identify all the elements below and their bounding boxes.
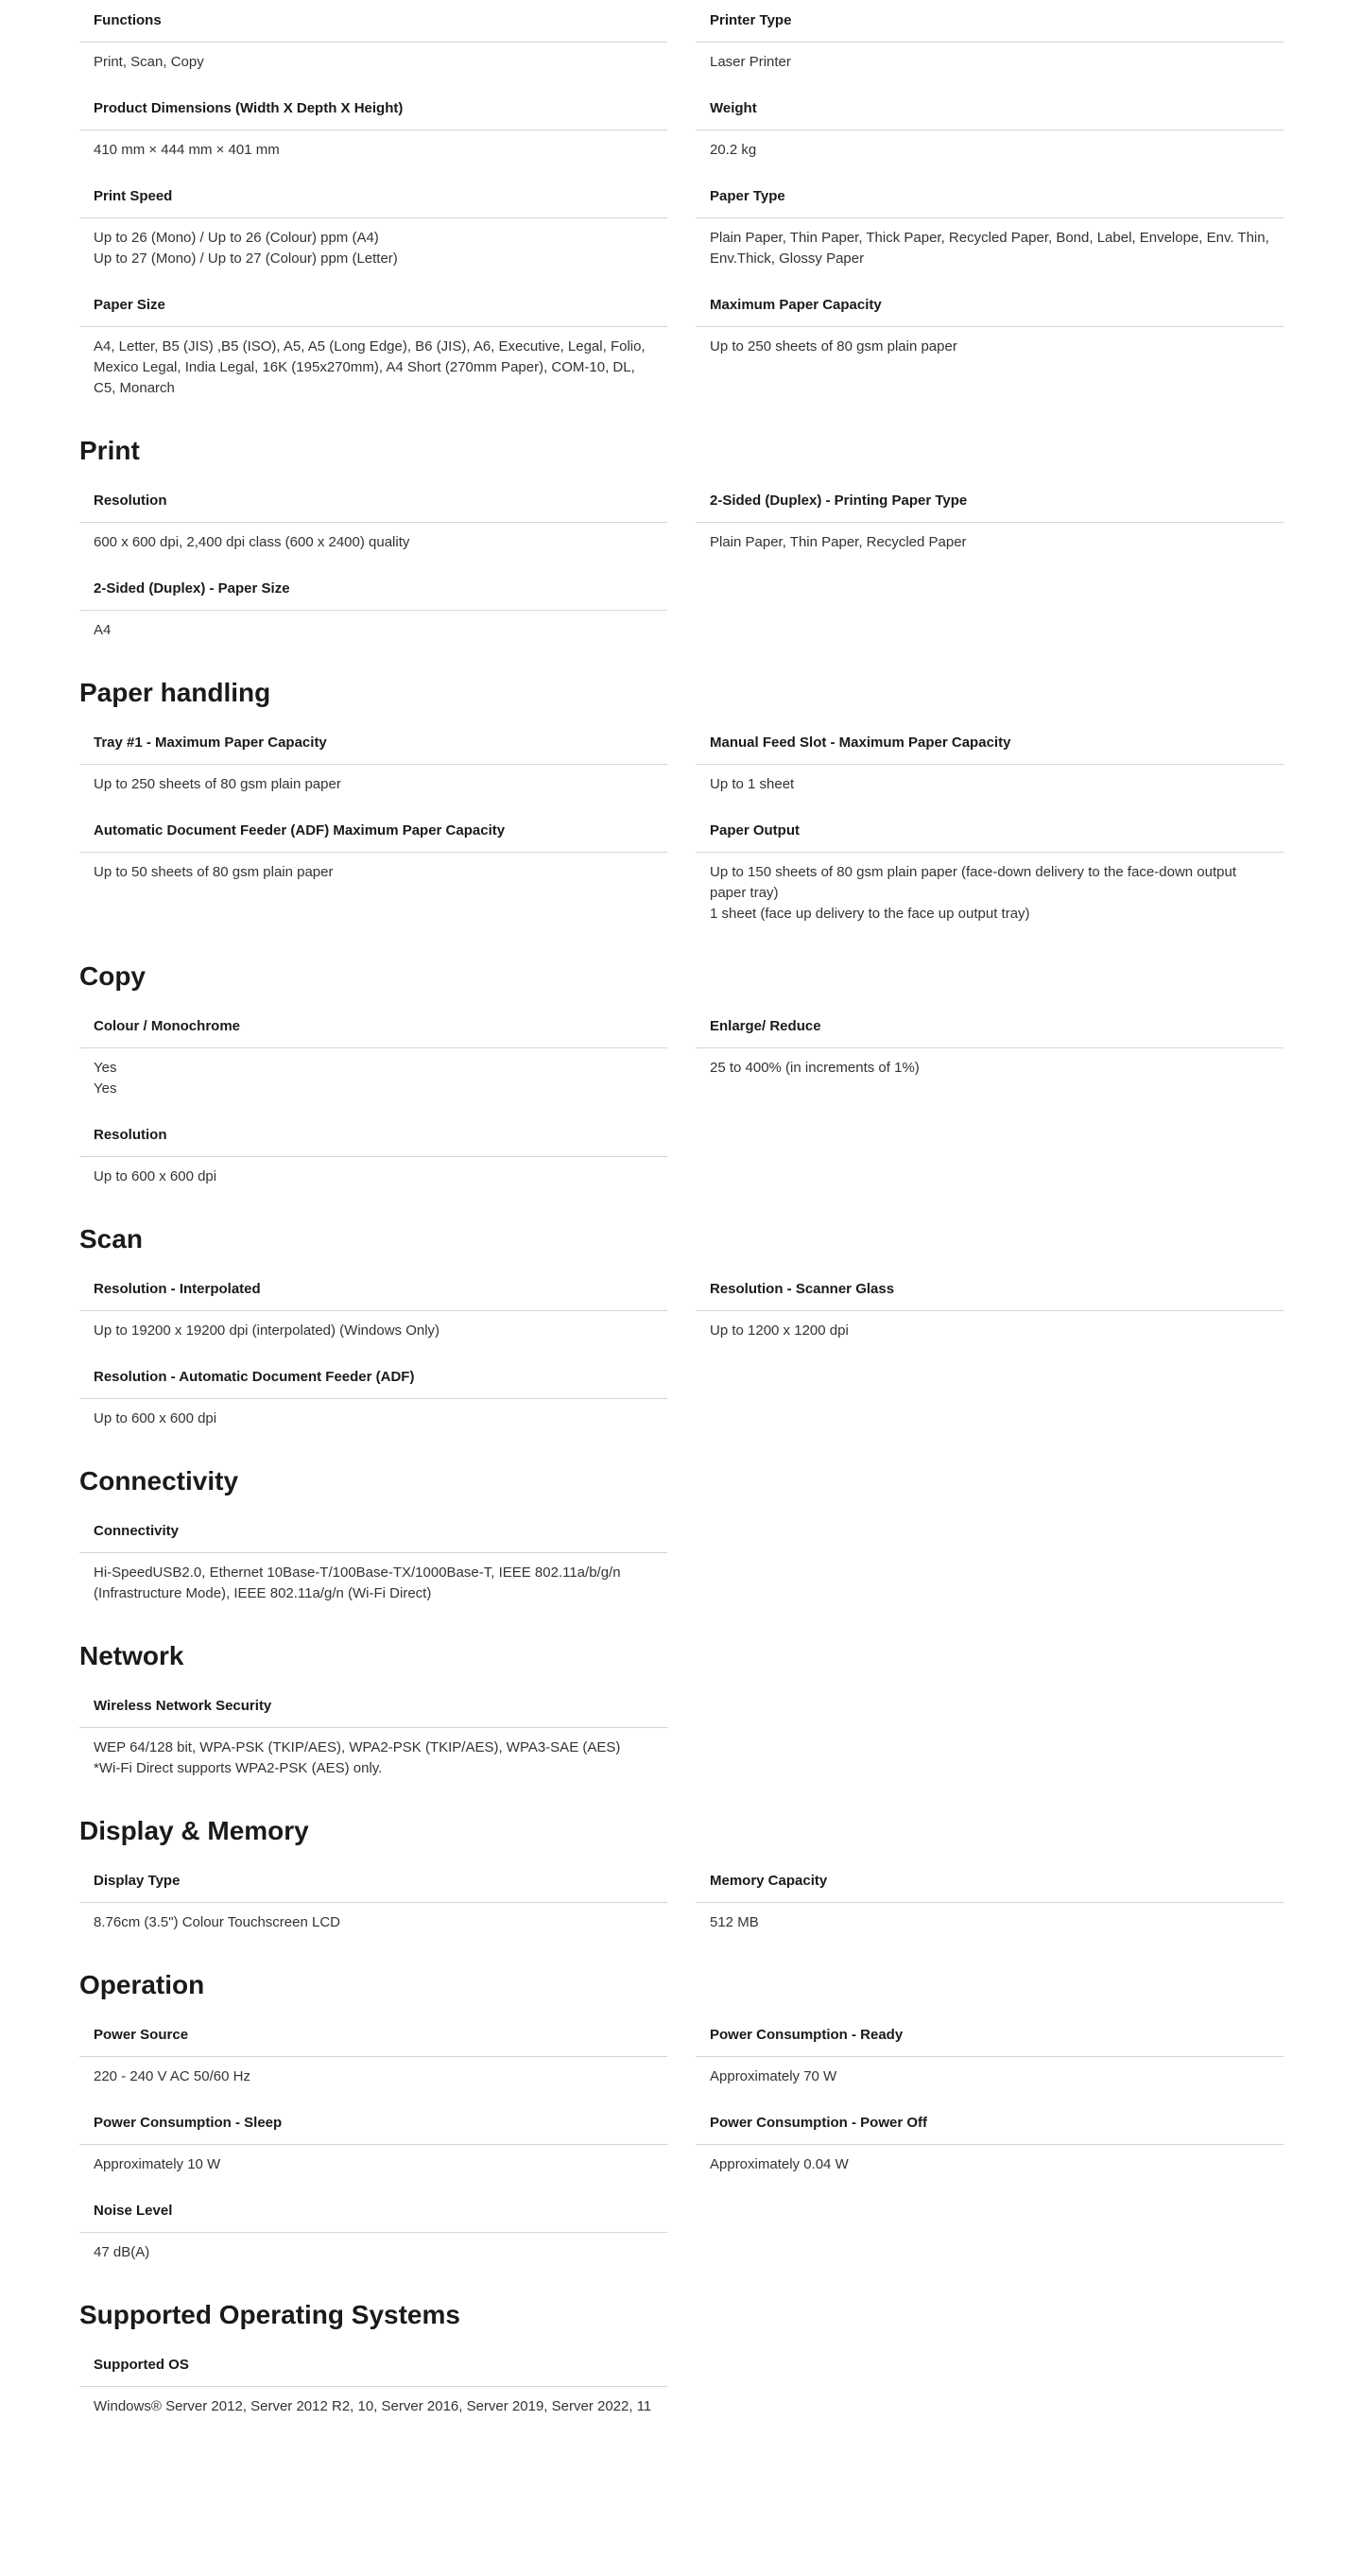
spec-label: Power Consumption - Power Off	[696, 2102, 1283, 2145]
spec-value: 220 - 240 V AC 50/60 Hz	[94, 2068, 250, 2084]
spec-label: Display Type	[79, 1860, 667, 1903]
spec-item	[696, 2014, 1283, 2102]
spec-value: Approximately 0.04 W	[710, 2156, 849, 2172]
spec-value: 20.2 kg	[710, 142, 757, 158]
spec-label: Print Speed	[79, 176, 667, 218]
spec-label: Memory Capacity	[696, 1860, 1283, 1903]
spec-grid	[79, 722, 1293, 940]
spec-grid	[79, 0, 1293, 414]
spec-value: Up to 250 sheets of 80 gsm plain paper	[94, 776, 341, 792]
spec-section	[79, 0, 1293, 422]
spec-label: Resolution - Scanner Glass	[696, 1269, 1283, 1311]
spec-item	[696, 285, 1283, 414]
section-title: Display & Memory	[79, 1816, 309, 1845]
spec-label: Tray #1 - Maximum Paper Capacity	[79, 722, 667, 765]
spec-item	[79, 722, 667, 810]
spec-value: 8.76cm (3.5") Colour Touchscreen LCD	[94, 1914, 340, 1930]
spec-value: Hi-SpeedUSB2.0, Ethernet 10Base-T/100Base-TX/1000Base-T, IEEE 802.11a/b/g/n (Infrastructure Mode), IEEE 802.11a/g/n (Wi-Fi Direct)	[94, 1565, 621, 1601]
section-title: Scan	[79, 1224, 143, 1253]
spec-label: Enlarge/ Reduce	[696, 1006, 1283, 1048]
spec-grid	[79, 1269, 1293, 1444]
spec-label: 2-Sided (Duplex) - Printing Paper Type	[696, 480, 1283, 523]
spec-value: Up to 150 sheets of 80 gsm plain paper (face-down delivery to the face-down output paper tray) 1 sheet (face up delivery to the face up output tray)	[710, 864, 1236, 922]
spec-value: Up to 50 sheets of 80 gsm plain paper	[94, 864, 334, 880]
spec-item	[79, 1357, 667, 1444]
spec-value: Up to 600 x 600 dpi	[94, 1168, 217, 1184]
spec-item	[696, 2102, 1283, 2190]
spec-label: Paper Type	[696, 176, 1283, 218]
spec-item	[696, 1269, 1283, 1357]
spec-item	[79, 2014, 667, 2102]
spec-label: Power Consumption - Ready	[696, 2014, 1283, 2057]
spec-value: 410 mm × 444 mm × 401 mm	[94, 142, 280, 158]
section-title: Print	[79, 436, 140, 465]
spec-item	[79, 2190, 667, 2278]
spec-label: Printer Type	[696, 0, 1283, 43]
spec-value: Up to 26 (Mono) / Up to 26 (Colour) ppm (A4) Up to 27 (Mono) / Up to 27 (Colour) ppm (Letter)	[94, 230, 398, 267]
spec-label: Automatic Document Feeder (ADF) Maximum Paper Capacity	[79, 810, 667, 853]
spec-grid	[79, 480, 1293, 656]
spec-grid	[79, 2344, 1293, 2432]
spec-value: 600 x 600 dpi, 2,400 dpi class (600 x 2400) quality	[94, 534, 410, 550]
spec-section	[79, 664, 1293, 947]
spec-label: Resolution	[79, 480, 667, 523]
section-title: Copy	[79, 961, 146, 991]
spec-item	[79, 480, 667, 568]
spec-grid	[79, 1686, 1293, 1794]
spec-page	[79, 0, 1293, 2440]
spec-label: Manual Feed Slot - Maximum Paper Capacity	[696, 722, 1283, 765]
spec-value: Plain Paper, Thin Paper, Thick Paper, Recycled Paper, Bond, Label, Envelope, Env. Thin, Env.Thick, Glossy Paper	[710, 230, 1269, 267]
section-title: Operation	[79, 1970, 205, 1999]
spec-item	[79, 88, 667, 176]
spec-item	[79, 568, 667, 656]
spec-item	[79, 1686, 667, 1794]
spec-label: Resolution	[79, 1115, 667, 1157]
spec-value: Up to 1 sheet	[710, 776, 795, 792]
spec-value: A4, Letter, B5 (JIS) ,B5 (ISO), A5, A5 (Long Edge), B6 (JIS), A6, Executive, Legal, Folio, Mexico Legal, India Legal, 16K (195x270mm), A4 Short (270mm Paper), COM-10, DL, C5, Monarch	[94, 338, 646, 396]
spec-value: Approximately 10 W	[94, 2156, 221, 2172]
spec-item	[696, 722, 1283, 810]
spec-item	[696, 176, 1283, 285]
spec-item	[696, 0, 1283, 88]
spec-label: Colour / Monochrome	[79, 1006, 667, 1048]
spec-item	[696, 1860, 1283, 1948]
section-title: Paper handling	[79, 678, 271, 707]
spec-value: Up to 600 x 600 dpi	[94, 1410, 217, 1426]
spec-label: Resolution - Automatic Document Feeder (ADF)	[79, 1357, 667, 1399]
spec-label: Power Source	[79, 2014, 667, 2057]
spec-value: Print, Scan, Copy	[94, 54, 204, 70]
spec-section	[79, 1210, 1293, 1452]
spec-item	[696, 88, 1283, 176]
spec-value: Up to 1200 x 1200 dpi	[710, 1323, 849, 1339]
section-title: Supported Operating Systems	[79, 2300, 460, 2329]
spec-item	[79, 1269, 667, 1357]
spec-value: Plain Paper, Thin Paper, Recycled Paper	[710, 534, 967, 550]
spec-value: A4	[94, 622, 112, 638]
spec-value: Up to 19200 x 19200 dpi (interpolated) (Windows Only)	[94, 1323, 440, 1339]
spec-item	[79, 810, 667, 940]
spec-item	[79, 1511, 667, 1619]
spec-label: Supported OS	[79, 2344, 667, 2387]
section-title: Connectivity	[79, 1466, 239, 1495]
spec-value: 47 dB(A)	[94, 2244, 150, 2260]
spec-section	[79, 1802, 1293, 1956]
spec-section	[79, 1956, 1293, 2286]
spec-label: Paper Output	[696, 810, 1283, 853]
section-title: Network	[79, 1641, 184, 1670]
spec-value: 512 MB	[710, 1914, 759, 1930]
spec-item	[696, 480, 1283, 568]
spec-label: Wireless Network Security	[79, 1686, 667, 1728]
spec-item	[79, 1860, 667, 1948]
spec-value: Up to 250 sheets of 80 gsm plain paper	[710, 338, 957, 354]
spec-section	[79, 1452, 1293, 1627]
spec-item	[79, 285, 667, 414]
spec-label: Paper Size	[79, 285, 667, 327]
spec-item	[79, 0, 667, 88]
spec-label: Maximum Paper Capacity	[696, 285, 1283, 327]
spec-item	[79, 1115, 667, 1202]
spec-label: Connectivity	[79, 1511, 667, 1553]
spec-item	[696, 810, 1283, 940]
spec-item	[696, 1006, 1283, 1115]
spec-grid	[79, 1006, 1293, 1202]
spec-section	[79, 2286, 1293, 2440]
spec-value: Approximately 70 W	[710, 2068, 837, 2084]
spec-section	[79, 947, 1293, 1210]
spec-value: Yes Yes	[94, 1060, 117, 1097]
spec-item	[79, 176, 667, 285]
spec-value: Laser Printer	[710, 54, 791, 70]
spec-grid	[79, 2014, 1293, 2278]
spec-grid	[79, 1860, 1293, 1948]
spec-label: Power Consumption - Sleep	[79, 2102, 667, 2145]
spec-label: Product Dimensions (Width X Depth X Height)	[79, 88, 667, 130]
spec-label: Weight	[696, 88, 1283, 130]
spec-label: Resolution - Interpolated	[79, 1269, 667, 1311]
spec-value: 25 to 400% (in increments of 1%)	[710, 1060, 920, 1076]
spec-item	[79, 1006, 667, 1115]
spec-value: Windows® Server 2012, Server 2012 R2, 10, Server 2016, Server 2019, Server 2022, 11	[94, 2398, 652, 2414]
spec-section	[79, 422, 1293, 664]
spec-value: WEP 64/128 bit, WPA-PSK (TKIP/AES), WPA2-PSK (TKIP/AES), WPA3-SAE (AES) *Wi-Fi Direct supports WPA2-PSK (AES) only.	[94, 1739, 621, 1776]
spec-item	[79, 2344, 667, 2432]
spec-grid	[79, 1511, 1293, 1619]
spec-label: Functions	[79, 0, 667, 43]
spec-section	[79, 1627, 1293, 1802]
spec-label: 2-Sided (Duplex) - Paper Size	[79, 568, 667, 611]
spec-label: Noise Level	[79, 2190, 667, 2233]
spec-item	[79, 2102, 667, 2190]
